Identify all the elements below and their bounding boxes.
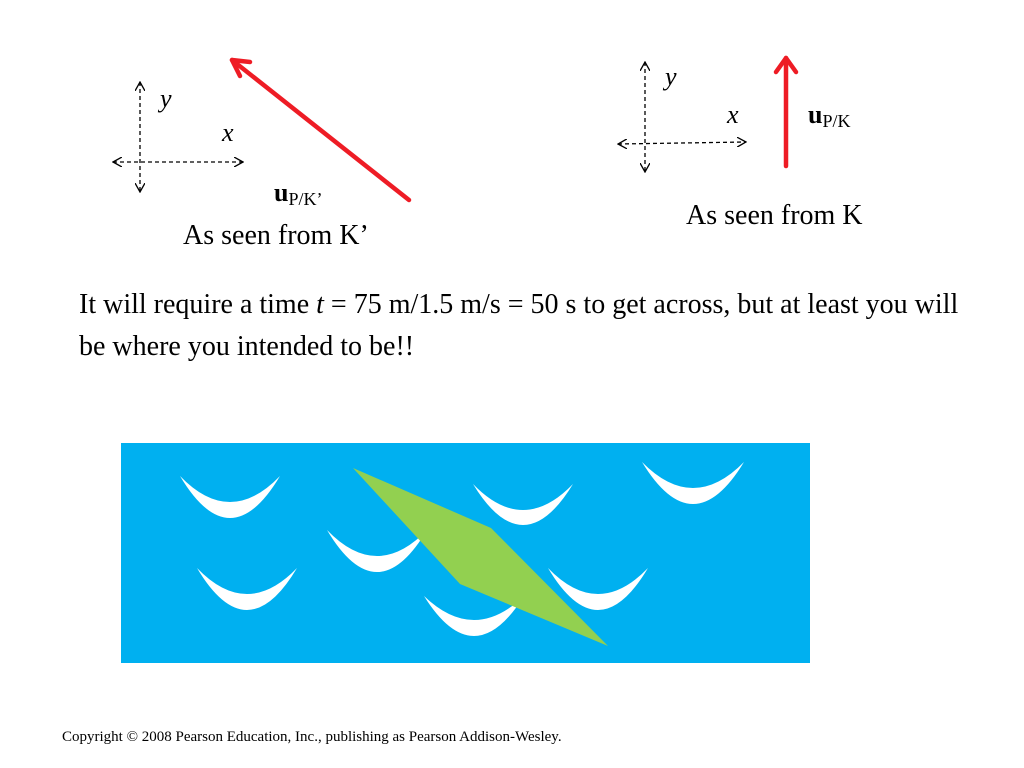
left-y-label: y [160, 84, 172, 113]
copyright-footer: Copyright © 2008 Pearson Education, Inc., publishing as Pearson Addison-Wesley. [62, 729, 562, 745]
explanation-text [79, 284, 979, 368]
river-illustration [121, 443, 810, 663]
right-caption: As seen from K [686, 200, 863, 231]
time-variable: t [316, 289, 324, 320]
vector-subscript: P/K [822, 111, 851, 131]
right-x-label: x [727, 100, 739, 129]
right-velocity-arrow [776, 58, 796, 166]
right-vector-label [808, 100, 850, 132]
left-x-label: x [222, 118, 234, 147]
right-x-axis [618, 142, 746, 144]
vector-subscript: P/K’ [288, 189, 323, 209]
right-y-label: y [665, 62, 677, 91]
explanation-rest: = 75 m/1.5 m/s = 50 s to get across, but at least you will be where you intended to be!! [79, 289, 959, 362]
vector-symbol: u [808, 100, 823, 129]
explanation-lead: It will require a time [79, 289, 317, 320]
left-vector-label [274, 178, 322, 210]
left-caption: As seen from K’ [183, 220, 369, 251]
vector-symbol: u [274, 178, 289, 207]
